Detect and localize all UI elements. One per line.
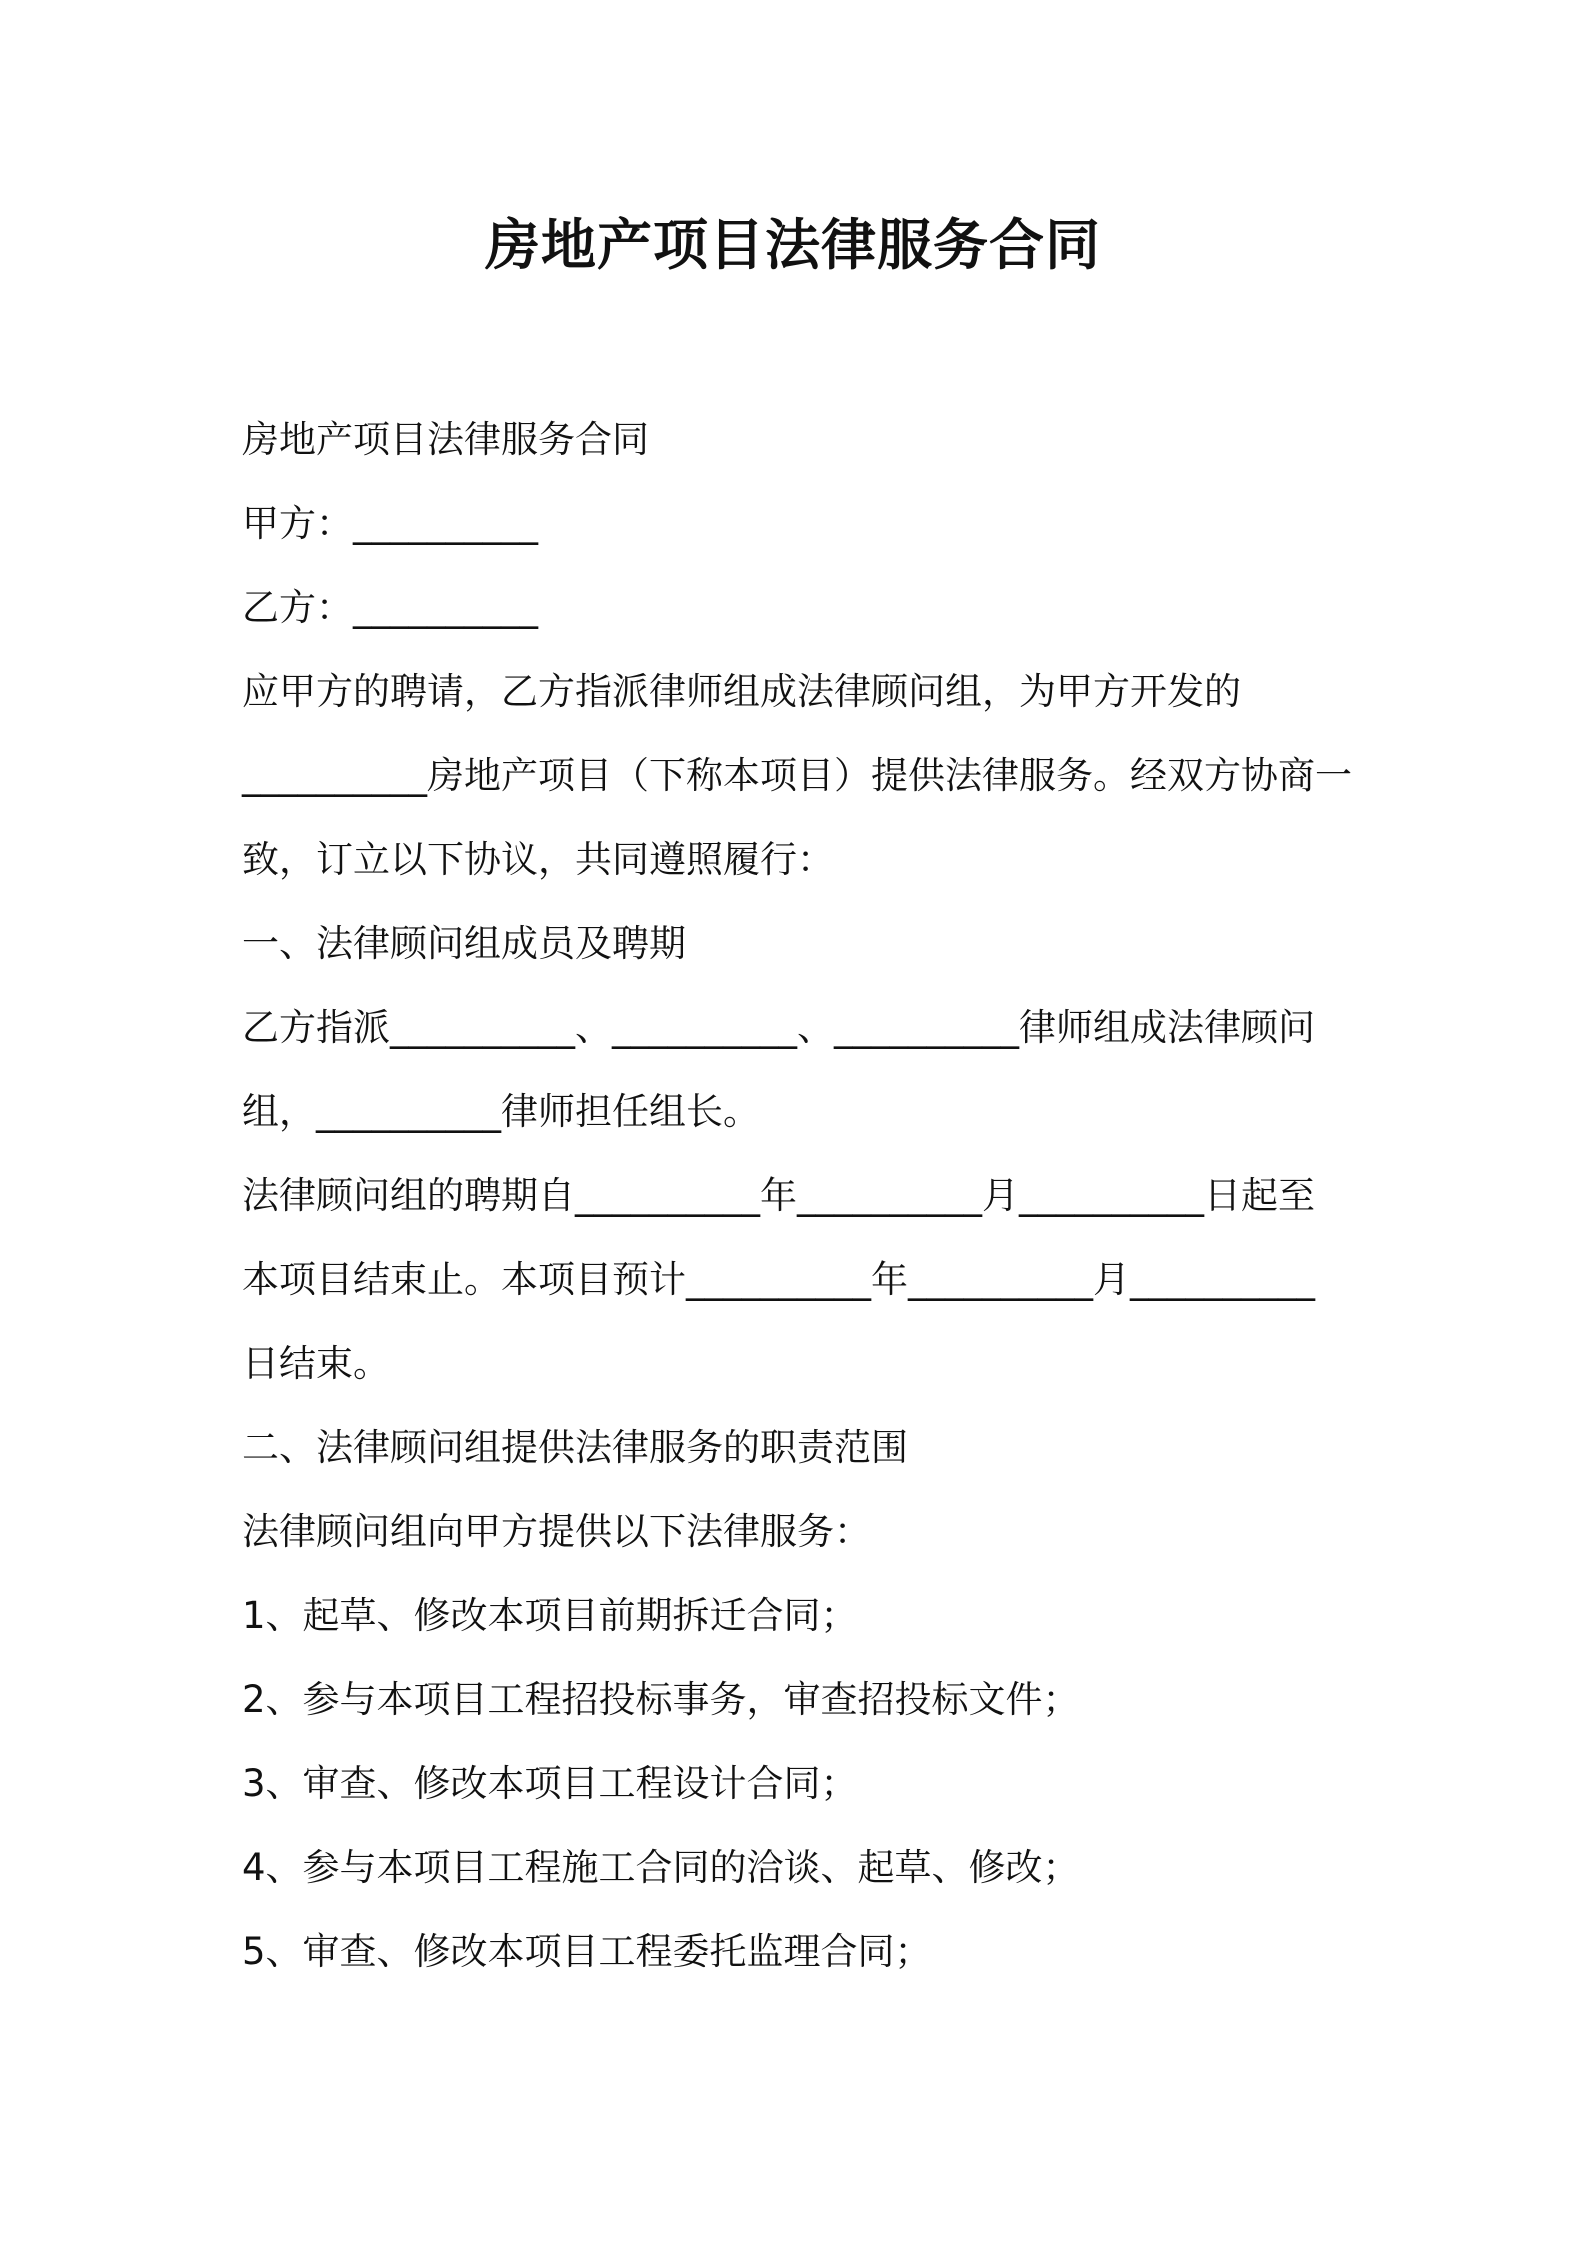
section-1-heading: 一、法律顾问组成员及聘期 [242,922,686,965]
party-a-line: 甲方：__________ [242,502,538,545]
section-1-line-3: 法律顾问组的聘期自__________年__________月__________日起至 [242,1174,1315,1217]
service-item-2: 2、参与本项目工程招投标事务，审查招投标文件； [242,1678,1080,1721]
section-2-intro: 法律顾问组向甲方提供以下法律服务： [242,1510,871,1553]
section-1-line-4: 本项目结束止。本项目预计__________年__________月__________ [242,1258,1315,1301]
party-b-line: 乙方：__________ [242,586,538,629]
document-body [242,398,1362,1994]
service-item-4: 4、参与本项目工程施工合同的洽谈、起草、修改； [242,1846,1080,1889]
section-1-line-5: 日结束。 [242,1342,390,1385]
preamble-line-1: 应甲方的聘请，乙方指派律师组成法律顾问组，为甲方开发的 [242,670,1241,713]
preamble-line-3: 致，订立以下协议，共同遵照履行： [242,838,834,881]
doc-subtitle-line: 房地产项目法律服务合同 [242,418,649,461]
section-1-line-1: 乙方指派__________、__________、__________律师组成法律顾问 [242,1006,1315,1049]
section-1-line-2: 组，__________律师担任组长。 [242,1090,760,1133]
preamble-line-2: __________房地产项目（下称本项目）提供法律服务。经双方协商一 [242,754,1352,797]
document-title: 房地产项目法律服务合同 [484,213,1101,277]
section-2-heading: 二、法律顾问组提供法律服务的职责范围 [242,1426,908,1469]
service-item-5: 5、审查、修改本项目工程委托监理合同； [242,1930,932,1973]
service-item-3: 3、审查、修改本项目工程设计合同； [242,1762,858,1805]
service-item-1: 1、起草、修改本项目前期拆迁合同； [242,1594,858,1637]
